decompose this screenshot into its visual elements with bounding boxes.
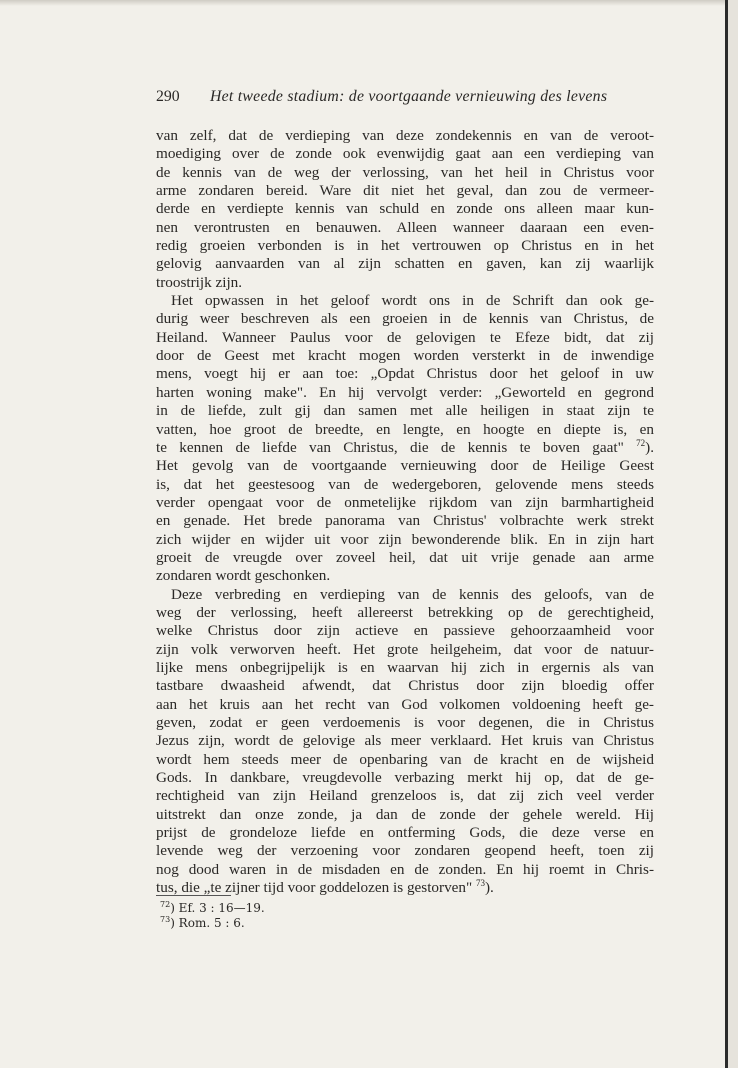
ref-close-72: ). <box>645 438 654 456</box>
footnote-marker: 73 <box>160 915 171 924</box>
page-top-edge <box>0 0 738 6</box>
text-line: door de Geest met kracht mogen worden versterkt in de inwendige <box>156 347 654 365</box>
text-line: uitstrekt dan onze zonde, ja dan de zonde der gehele wereld. Hij <box>156 805 654 823</box>
footnote-72 <box>160 901 265 916</box>
text-line: Jezus zijn, wordt de gelovige als meer verklaard. Het kruis van Christus <box>156 732 654 750</box>
text-line: moediging over de zonde ook evenwijdig gaat aan een verdieping van <box>156 145 654 163</box>
footnote-marker: 72 <box>160 900 171 909</box>
text-line: zondaren wordt geschonken. <box>156 567 331 585</box>
text-line: Gods. In dankbare, vreugdevolle verbazing merkt hij op, dat de ge- <box>156 769 654 787</box>
text-line: nen verontrusten en benauwen. Alleen wanneer daaraan een even- <box>156 218 654 236</box>
text-line-content: te kennen de liefde van Christus, die de kennis te boven gaat" <box>156 438 624 456</box>
ref-close-73: ). <box>485 879 494 897</box>
text-line: tastbare dwaasheid afwendt, dat Christus door zijn bloedig offer <box>156 677 654 695</box>
footnote-73 <box>160 916 265 931</box>
text-line: aan het kruis aan het recht van God volkomen voldoening heeft ge- <box>156 695 654 713</box>
text-line-content: tus, die „te zijner tijd voor goddelozen is gestorven" <box>156 879 473 897</box>
text-line <box>156 439 654 457</box>
text-line: groeit de vreugde over zoveel heil, dat uit vrije genade aan arme <box>156 548 654 566</box>
text-line: wordt hem steeds meer de openbaring van de kracht en de wijsheid <box>156 750 654 768</box>
text-line: Het opwassen in het geloof wordt ons in de Schrift dan ook ge- <box>171 292 654 310</box>
footnote-ref-73: 73 <box>476 878 485 889</box>
text-line: levende weg der verzoening voor zondaren geopend heeft, toen zij <box>156 842 654 860</box>
page-header <box>156 88 656 106</box>
text-line: van zelf, dat de verdieping van deze zondekennis en van de veroot- <box>156 127 654 144</box>
text-line: verder opengaat voor de onmetelijke rijkdom van zijn barmhartigheid <box>156 493 654 511</box>
text-line: zijn volk verworven heeft. Het grote heilgeheim, dat voor de natuur- <box>156 640 654 658</box>
text-line: nog dood waren in de misdaden en de zonden. En hij roemt in Chris- <box>156 860 654 878</box>
text-line: gelovig aanvaarden van al zijn schatten en gaven, kan zij waarlijk <box>156 255 654 273</box>
running-title: Het tweede stadium: de voortgaande vernieuwing des levens <box>210 88 608 105</box>
text-line: is, dat het geestesoog van de wedergeboren, gelovende mens steeds <box>156 475 654 493</box>
footnote-ref-72: 72 <box>636 437 646 448</box>
text-line: in de liefde, zult gij dan samen met alle heiligen in staat zijn te <box>156 402 654 420</box>
text-line: derde en verdiepte kennis van schuld en zonde ons alleen maar kun- <box>156 200 654 218</box>
page-binding-edge <box>725 0 728 1068</box>
text-line: vatten, hoe groot de breedte, en lengte, en hoogte en diepte is, en <box>156 420 654 438</box>
footnote-text: ) Ef. 3 : 16—19. <box>170 901 265 915</box>
body-text <box>156 127 654 897</box>
footnotes <box>160 901 265 931</box>
text-line: redig groeien verbonden is in het vertrouwen op Christus en in het <box>156 237 654 255</box>
text-line: rechtigheid van zijn Heiland grenzeloos is, dat zij zich veel verder <box>156 787 654 805</box>
text-line: durig weer beschreven als een groeien in de kennis van Christus, de <box>156 310 654 328</box>
page-right-margin <box>728 0 738 1068</box>
text-line: zich wijder en wijder uit voor zijn bewonderende blik. En in zijn hart <box>156 530 654 548</box>
text-line: en genade. Het brede panorama van Christus' volbrachte werk strekt <box>156 512 654 530</box>
text-line: Deze verbreding en verdieping van de kennis des geloofs, van de <box>171 585 654 603</box>
text-line: troostrijk zijn. <box>156 273 243 291</box>
text-line: de kennis van de weg der verlossing, van het heil in Christus voor <box>156 163 654 181</box>
text-line: prijst de grondeloze liefde en ontferming Gods, die deze verse en <box>156 824 654 842</box>
footnote-text: ) Rom. 5 : 6. <box>170 916 245 930</box>
text-line: Heiland. Wanneer Paulus voor de gelovigen te Efeze bidt, dat zij <box>156 328 654 346</box>
text-line: harten woning make". En hij vervolgt verder: „Geworteld en gegrond <box>156 383 654 401</box>
text-line: mens, voegt hij er aan toe: „Opdat Christus door het geloof in uw <box>156 365 654 383</box>
text-line: arme zondaren bereid. Ware dit niet het geval, dan zou de vermeer- <box>156 182 654 200</box>
text-line: welke Christus door zijn actieve en passieve gehoorzaamheid voor <box>156 622 654 640</box>
text-line: geven, zodat er geen verdoemenis is voor degenen, die in Christus <box>156 714 654 731</box>
page-number: 290 <box>156 88 180 105</box>
text-line: lijke mens onbegrijpelijk is en waarvan hij zich in ergernis als van <box>156 658 654 676</box>
text-line: Het gevolg van de voortgaande vernieuwing door de Heilige Geest <box>156 457 654 475</box>
text-line: weg der verlossing, heeft allereerst betrekking op de gerechtigheid, <box>156 603 654 621</box>
footnote-divider <box>156 895 231 896</box>
